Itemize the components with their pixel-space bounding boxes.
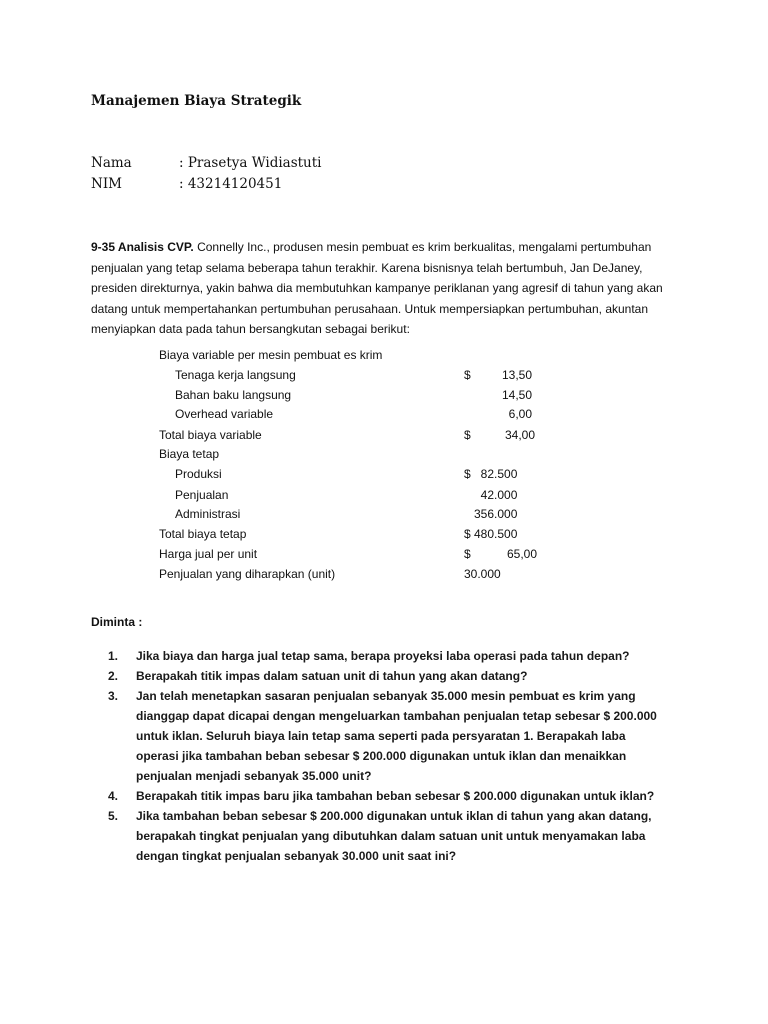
price-currency: $ — [464, 547, 471, 561]
nim-value: : 43214120451 — [179, 176, 283, 192]
problem-paragraph — [91, 237, 691, 340]
table-row — [159, 345, 559, 365]
expected-sales-label: Penjualan yang diharapkan (unit) — [159, 567, 336, 581]
overhead-label: Overhead variable — [175, 407, 274, 421]
sales-label: Penjualan — [175, 488, 229, 502]
name-value: : Prasetya Widiastuti — [179, 155, 322, 171]
table-row — [159, 524, 559, 544]
table-row — [159, 365, 559, 385]
question-number: 1. — [108, 649, 119, 663]
list-item — [91, 646, 671, 666]
material-value: 14,50 — [501, 388, 532, 402]
table-row — [159, 425, 559, 445]
problem-text: Connelly Inc., produsen mesin pembuat es krim berkualitas, mengalami pertumbuhan penjualan yang tetap selama beberapa tahun terakhir. Karena bisnisnya telah bertumbuh, Jan DeJaney, presiden direkturnya, yakin bahwa dia membutuhkan kampanye periklanan yang agresif di tahun yang akan datang untuk mempertahankan pertumbuhan perusahaan. Untuk mempersiapkan pertumbuhan, akuntan menyiapkan data pada tahun bersangkutan sebagai berikut: — [91, 240, 663, 336]
production-label: Produksi — [175, 467, 222, 481]
question-text: Jika tambahan beban sebesar $ 200.000 digunakan untuk iklan di tahun yang akan datang, berapakah tingkat penjualan yang dibutuhkan dalam satuan unit untuk menyamakan laba dengan tingkat penjualan sebanyak 30.000 unit saat ini? — [136, 809, 652, 863]
total-variable-value: 34,00 — [504, 428, 535, 442]
total-variable-currency: $ — [464, 428, 471, 442]
table-row — [159, 504, 559, 524]
table-row — [159, 564, 559, 584]
sales-value: 42.000 — [464, 488, 518, 502]
name-label: Nama — [91, 155, 132, 171]
name-row — [91, 155, 322, 171]
problem-heading: 9-35 Analisis CVP. — [91, 240, 194, 254]
question-text: Jika biaya dan harga jual tetap sama, berapa proyeksi laba operasi pada tahun depan? — [136, 649, 630, 663]
admin-value: 356.000 — [464, 507, 518, 521]
requested-heading: Diminta : — [91, 615, 143, 629]
labor-label: Tenaga kerja langsung — [175, 368, 296, 382]
variable-header: Biaya variable per mesin pembuat es krim — [159, 348, 383, 362]
list-item — [91, 806, 671, 866]
table-row — [159, 385, 559, 405]
list-item — [91, 666, 671, 686]
list-item — [91, 786, 671, 806]
table-row — [159, 404, 559, 424]
material-label: Bahan baku langsung — [175, 388, 292, 402]
question-text: Jan telah menetapkan sasaran penjualan sebanyak 35.000 mesin pembuat es krim yang dianggap dapat dicapai dengan mengeluarkan tambahan penjualan tetap sebesar $ 200.000 untuk iklan. Seluruh biaya lain tetap sama seperti pada persyaratan 1. Berapakah laba operasi jika tambahan beban sebesar $ 200.000 digunakan untuk iklan dan menaikkan penjualan menjadi sebanyak 35.000 unit? — [136, 689, 657, 783]
labor-value: 13,50 — [501, 368, 532, 382]
nim-row — [91, 176, 282, 192]
production-value: $ 82.500 — [464, 467, 518, 481]
table-row — [159, 444, 559, 464]
table-row — [159, 485, 559, 505]
total-variable-label: Total biaya variable — [159, 428, 262, 442]
question-number: 2. — [108, 669, 119, 683]
document-title: Manajemen Biaya Strategik — [91, 93, 302, 109]
labor-currency: $ — [464, 368, 471, 382]
question-text: Berapakah titik impas baru jika tambahan beban sebesar $ 200.000 digunakan untuk iklan? — [136, 789, 655, 803]
question-text: Berapakah titik impas dalam satuan unit di tahun yang akan datang? — [136, 669, 528, 683]
list-item — [91, 686, 671, 786]
question-list — [91, 646, 671, 866]
question-number: 5. — [108, 809, 119, 823]
fixed-header: Biaya tetap — [159, 447, 220, 461]
admin-label: Administrasi — [175, 507, 241, 521]
nim-label: NIM — [91, 176, 122, 192]
overhead-value: 6,00 — [508, 407, 532, 421]
question-number: 3. — [108, 689, 119, 703]
price-value: 65,00 — [506, 547, 537, 561]
question-number: 4. — [108, 789, 119, 803]
expected-sales-value: 30.000 — [464, 567, 501, 581]
table-row — [159, 544, 559, 564]
price-label: Harga jual per unit — [159, 547, 258, 561]
total-fixed-label: Total biaya tetap — [159, 527, 247, 541]
table-row — [159, 464, 559, 484]
total-fixed-value: $ 480.500 — [464, 527, 518, 541]
